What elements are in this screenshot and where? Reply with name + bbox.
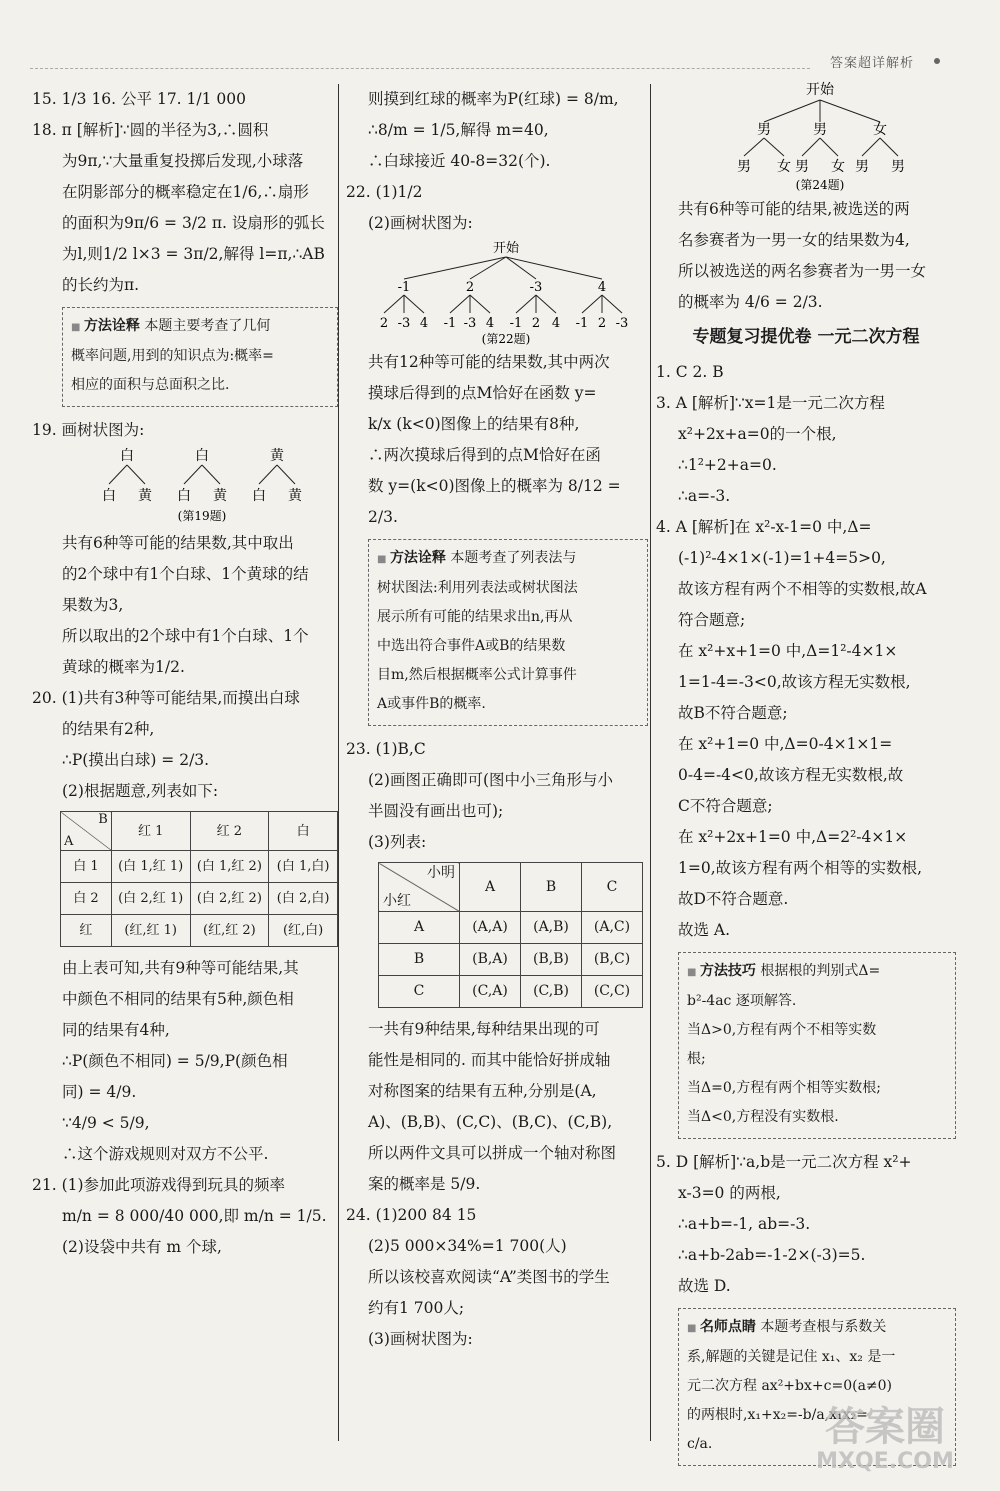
text-line: 共有6种等可能的结果数,其中取出 (62, 534, 294, 552)
tree-leaf: 2 (379, 316, 389, 331)
tree-leaf: 女 (777, 159, 791, 175)
text-line: 共有12种等可能的结果数,其中两次 (368, 353, 610, 371)
text-line: m/n = 8 000/40 000,即 m/n = 1/5. (62, 1207, 327, 1225)
table-cell: (A,C) (582, 912, 643, 944)
q23-conclusion (346, 1014, 648, 1200)
table-cell: (C,B) (521, 976, 582, 1008)
table-row (61, 915, 338, 947)
text-line: 故D不符合题意. (678, 890, 789, 908)
tree-node: 女 (873, 122, 887, 138)
tree-leaf: 2 (597, 316, 607, 331)
text-line: ∴P(颜色不相同) = 5/9,P(颜色相 (62, 1052, 288, 1070)
tree-leaf: 女 (831, 159, 845, 175)
tree-node: 4 (597, 280, 607, 295)
figure-caption: (第19题) (177, 509, 227, 523)
tree-leaf: 2 (531, 316, 541, 331)
table-row (379, 944, 643, 976)
text-line: 4. A [解析]在 x²-x-1=0 中,Δ= (656, 518, 872, 536)
table-cell: 红 (61, 915, 112, 947)
table-cell: (白 1,白) (269, 851, 338, 883)
table-row (379, 976, 643, 1008)
text-line: 故选 A. (678, 921, 731, 939)
table-cell: B (379, 944, 460, 976)
text-line: k/x (k<0)图像上的结果有8种, (368, 415, 580, 433)
table-cell: (红,红 2) (190, 915, 269, 947)
q5 (656, 1147, 956, 1302)
text-line: 根据根的判别式Δ= (760, 963, 881, 979)
table-row (61, 883, 338, 915)
q19-answer (32, 528, 338, 683)
text-line: ∴a+b-2ab=-1-2×(-3)=5. (678, 1246, 866, 1264)
q21 (32, 1170, 338, 1263)
text-line: 所以被选送的两名参赛者为一男一女 (678, 262, 927, 280)
text-line: ∴这个游戏规则对双方不公平. (62, 1145, 269, 1163)
text-line: 本题考查了列表法与 (450, 550, 577, 566)
header-title: 答案超详解析 (829, 56, 914, 71)
text-line: 0-4=-4<0,故该方程无实数根,故 (678, 766, 904, 784)
table-cell: (白 2,红 1) (111, 883, 190, 915)
table-cell: (红,白) (269, 915, 338, 947)
tree-node: 男 (813, 122, 827, 138)
text-line: (2)根据题意,列表如下: (62, 782, 219, 800)
text-line: (3)列表: (368, 833, 427, 851)
tree-diagram-19 (32, 446, 332, 528)
table-cell: 白 1 (61, 851, 112, 883)
text-line: 18. π [解析]∵圆的半径为3,∴圆积 (32, 121, 269, 139)
text-line: 树状图法:利用列表法或树状图法 (377, 580, 578, 596)
text-line: 5. D [解析]∵a,b是一元二次方程 x²+ (656, 1153, 912, 1171)
corner-label: A (64, 834, 74, 849)
table-header: 红 1 (111, 812, 190, 851)
text-line: 对称图案的结果有五种,分别是(A, (368, 1082, 597, 1100)
text-line: 果数为3, (62, 596, 124, 614)
text-line: 3. A [解析]∵x=1是一元二次方程 (656, 394, 885, 412)
table-cell: (白 1,红 2) (190, 851, 269, 883)
text-line: 的概率为 4/6 = 2/3. (678, 293, 823, 311)
text-line: 1=0,故该方程有两个相等的实数根, (678, 859, 923, 877)
tree-diagram-22 (346, 239, 646, 347)
table-header: 白 (269, 812, 338, 851)
text-line: 的长约为π. (62, 276, 140, 294)
text-line: 概率问题,用到的知识点为:概率= (71, 348, 274, 364)
column-3 (656, 78, 956, 1474)
text-line: 故该方程有两个不相等的实数根,故A (678, 580, 927, 598)
text-line: 的2个球中有1个白球、1个黄球的结 (62, 565, 309, 583)
q24-answer (656, 194, 956, 318)
text-line: (-1)²-4×1×(-1)=1+4=5>0, (678, 549, 886, 567)
table-cell: (C,A) (460, 976, 521, 1008)
figure-caption: (第22题) (481, 332, 531, 346)
text-line: x²+2x+a=0的一个根, (678, 425, 837, 443)
text-line: 故选 D. (678, 1277, 731, 1295)
text-line: (2)5 000×34%=1 700(人) (368, 1237, 567, 1255)
tree-leaf: -3 (463, 316, 477, 331)
table-header: 红 2 (190, 812, 269, 851)
text-line: 20. (1)共有3种等可能结果,而摸出白球 (32, 689, 300, 707)
text-line: 能性是相同的. 而其中能恰好拼成轴 (368, 1051, 611, 1069)
table-cell: A (379, 912, 460, 944)
table-row (61, 851, 338, 883)
corner-label: B (98, 812, 108, 827)
text-line: 的结果有2种, (62, 720, 155, 738)
text-line: 23. (1)B,C (346, 740, 426, 758)
tree-node: 白 (120, 448, 134, 464)
box-tag: ■ 名师点睛 (687, 1319, 756, 1335)
text-line: ∴白球接近 40-8=32(个). (368, 152, 551, 170)
table-cell: C (379, 976, 460, 1008)
tree-leaf: -1 (575, 316, 589, 331)
text-line: 摸球后得到的点M恰好在函数 y= (368, 384, 597, 402)
q24 (346, 1200, 648, 1355)
text-line: 24. (1)200 84 15 (346, 1206, 477, 1224)
tree-leaf: 男 (855, 159, 869, 175)
text-line: 同的结果有4种, (62, 1021, 170, 1039)
tree-leaf: 男 (737, 159, 751, 175)
tree-leaf: 黄 (138, 488, 152, 504)
tree-root: 开始 (806, 82, 834, 98)
q22-answer (346, 347, 648, 533)
tree-node: 白 (195, 448, 209, 464)
tree-leaf: 男 (795, 159, 809, 175)
text-line: b²-4ac 逐项解答. (687, 993, 797, 1009)
box-tag: ■ 方法技巧 (687, 963, 756, 979)
watermark-text: 答案圈 (825, 1404, 945, 1450)
text-line: 的两根时,x₁+x₂=-b/a,x₁x₂= (687, 1407, 868, 1423)
text-line: ∴P(摸出白球) = 2/3. (62, 751, 210, 769)
text-line: 约有1 700人; (368, 1299, 465, 1317)
tree-root: 开始 (492, 241, 520, 256)
text-line: 在 x²+x+1=0 中,Δ=1²-4×1× (678, 642, 898, 660)
table-cell: (红,红 1) (111, 915, 190, 947)
text-line: 由上表可知,共有9种等可能结果,其 (62, 959, 299, 977)
table-q23 (378, 862, 643, 1008)
box-tag: ■ 方法诠释 (71, 318, 140, 334)
text-line: 共有6种等可能的结果,被选送的两 (678, 200, 910, 218)
table-header: A (460, 863, 521, 912)
column-2 (346, 84, 648, 1355)
text-line: 为9π,∵大量重复投掷后发现,小球落 (62, 152, 304, 170)
tree-leaf: 黄 (288, 488, 302, 504)
table-corner (61, 812, 112, 851)
tree-diagram-24 (656, 78, 956, 194)
text-line: 案的概率是 5/9. (368, 1175, 481, 1193)
box-tag: ■ 方法诠释 (377, 550, 446, 566)
tree-leaf: 4 (551, 316, 561, 331)
tree-leaf: 白 (177, 488, 191, 504)
text-line: 在阴影部分的概率稳定在1/6,∴扇形 (62, 183, 309, 201)
text-line: 22. (1)1/2 (346, 183, 423, 201)
table-cell: (B,A) (460, 944, 521, 976)
text-line: 2/3. (368, 508, 398, 526)
tree-node: 男 (757, 122, 771, 138)
text-line: 一共有9种结果,每种结果出现的可 (368, 1020, 600, 1038)
header-rule (30, 68, 810, 69)
answers-block (656, 357, 956, 946)
column-divider (650, 84, 651, 1441)
table-cell: (A,A) (460, 912, 521, 944)
table-cell: 白 2 (61, 883, 112, 915)
column-1 (32, 84, 338, 1263)
q20-conclusion (32, 953, 338, 1170)
text-line: 所以该校喜欢阅读“A”类图书的学生 (368, 1268, 610, 1286)
tree-leaf: -1 (509, 316, 523, 331)
text-line: (2)设袋中共有 m 个球, (62, 1238, 222, 1256)
text-line: A或事件B的概率. (377, 696, 486, 712)
text-line: 1=1-4=-3<0,故该方程无实数根, (678, 673, 911, 691)
tree-leaf: -3 (615, 316, 629, 331)
section-title: 专题复习提优卷 一元二次方程 (692, 327, 920, 347)
text-line: 则摸到红球的概率为P(红球) = 8/m, (368, 90, 619, 108)
answers-15-17: 15. 1/3 16. 公平 17. 1/1 000 (32, 90, 246, 108)
text-line: 当Δ<0,方程没有实数根. (687, 1109, 839, 1125)
text-line: 在 x²+1=0 中,Δ=0-4×1×1= (678, 735, 893, 753)
text-line: 当Δ=0,方程有两个相等实数根; (687, 1080, 881, 1096)
table-cell: (白 2,白) (269, 883, 338, 915)
table-cell: (A,B) (521, 912, 582, 944)
text-line: 当Δ>0,方程有两个不相等实数 (687, 1022, 877, 1038)
text-line: 符合题意; (678, 611, 746, 629)
q23 (346, 734, 648, 858)
text-line: 元二次方程 ax²+bx+c=0(a≠0) (687, 1378, 893, 1394)
text-line: 本题主要考查了几何 (144, 318, 271, 334)
table-q20 (60, 811, 338, 947)
text-line: 系,解题的关键是记住 x₁、x₂ 是一 (687, 1349, 896, 1365)
text-line: 半圆没有画出也可); (368, 802, 504, 820)
table-row (379, 912, 643, 944)
q18 (32, 115, 338, 301)
tree-leaf: -3 (397, 316, 411, 331)
text-line: 相应的面积与总面积之比. (71, 377, 230, 393)
table-header-row (61, 812, 338, 851)
tree-node: 黄 (270, 448, 284, 464)
text-line: (2)画树状图为: (368, 214, 473, 232)
figure-caption: (第24题) (795, 178, 845, 192)
q19-title: 19. 画树状图为: (32, 421, 145, 439)
text-line: 中颜色不相同的结果有5种,颜色相 (62, 990, 294, 1008)
text-line: 同) = 4/9. (62, 1083, 137, 1101)
table-header-row (379, 863, 643, 912)
tree-node: -3 (529, 280, 543, 295)
text-line: 所以取出的2个球中有1个白球、1个 (62, 627, 309, 645)
text-line: 目m,然后根据概率公式计算事件 (377, 667, 577, 683)
table-header: C (582, 863, 643, 912)
text-line: 为l,则1/2 l×3 = 3π/2,解得 l=π,∴AB (62, 245, 325, 263)
header-dot-icon (934, 58, 940, 64)
method-box (368, 539, 648, 726)
method-box (62, 307, 338, 407)
tree-leaf: 白 (102, 488, 116, 504)
text-line: ∴1²+2+a=0. (678, 456, 777, 474)
q20 (32, 683, 338, 807)
text-line: (2)画图正确即可(图中小三角形与小 (368, 771, 614, 789)
text-line: 根; (687, 1051, 706, 1067)
text-line: x-3=0 的两根, (678, 1184, 781, 1202)
tree-leaf: -1 (443, 316, 457, 331)
text-line: ∴a=-3. (678, 487, 731, 505)
text-line: 数 y=(k<0)图像上的概率为 8/12 = (368, 477, 621, 495)
text-line: 故B不符合题意; (678, 704, 788, 722)
tree-leaf: 4 (419, 316, 429, 331)
text-line: 黄球的概率为1/2. (62, 658, 185, 676)
table-cell: (C,C) (582, 976, 643, 1008)
text-line: 的面积为9π/6 = 3/2 π. 设扇形的弧长 (62, 214, 325, 232)
text-line: ∴两次摸球后得到的点M恰好在函 (368, 446, 601, 464)
corner-label: 小明 (427, 865, 455, 881)
corner-label: 小红 (383, 893, 411, 909)
tree-leaf: 男 (891, 159, 905, 175)
text-line: 1. C 2. B (656, 363, 724, 381)
text-line: A)、(B,B)、(C,C)、(B,C)、(C,B), (368, 1113, 613, 1131)
text-line: 中选出符合事件A或B的结果数 (377, 638, 566, 654)
text-line: 所以两件文具可以拼成一个轴对称图 (368, 1144, 617, 1162)
table-cell: (B,C) (582, 944, 643, 976)
text-line: c/a. (687, 1436, 713, 1452)
table-corner (379, 863, 460, 912)
watermark-logo (790, 1405, 980, 1481)
tree-leaf: 黄 (213, 488, 227, 504)
text-line: 本题考查根与系数关 (760, 1319, 887, 1335)
table-cell: (白 2,红 2) (190, 883, 269, 915)
text-line: ∴8/m = 1/5,解得 m=40, (368, 121, 549, 139)
text-line: 展示所有可能的结果求出n,再从 (377, 609, 573, 625)
text-line: ∵4/9 < 5/9, (62, 1114, 150, 1132)
tree-leaf: 白 (252, 488, 266, 504)
tree-leaf: 4 (485, 316, 495, 331)
column-divider (338, 84, 339, 1441)
tree-node: -1 (397, 280, 411, 295)
text-line: 在 x²+2x+1=0 中,Δ=2²-4×1× (678, 828, 908, 846)
text-line: 名参赛者为一男一女的结果数为4, (678, 231, 910, 249)
text-line: (3)画树状图为: (368, 1330, 473, 1348)
table-header: B (521, 863, 582, 912)
text-line: C不符合题意; (678, 797, 773, 815)
table-cell: (白 1,红 1) (111, 851, 190, 883)
table-cell: (B,B) (521, 944, 582, 976)
method-box (678, 952, 956, 1139)
tree-node: 2 (465, 280, 475, 295)
text-line: ∴a+b=-1, ab=-3. (678, 1215, 811, 1233)
text-line: 21. (1)参加此项游戏得到玩具的频率 (32, 1176, 286, 1194)
watermark-url: MXQE.COM (816, 1449, 954, 1474)
